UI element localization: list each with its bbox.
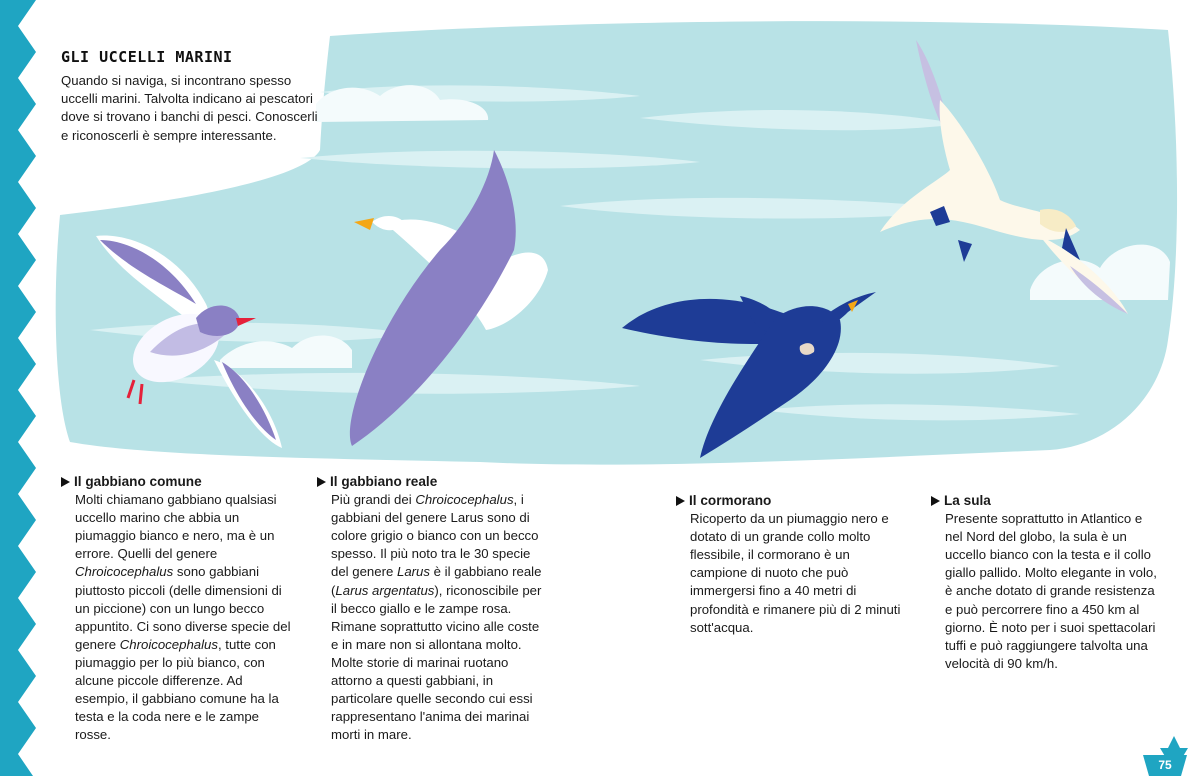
section-cormorant (676, 492, 908, 637)
section-heading: La sula (931, 492, 1163, 510)
section-heading: Il cormorano (676, 492, 908, 510)
section-herring-gull (317, 473, 549, 744)
section-heading: Il gabbiano reale (317, 473, 549, 491)
page-title: GLI UCCELLI MARINI (61, 48, 233, 66)
triangle-bullet-icon (61, 477, 70, 487)
section-body: Molti chiamano gabbiano qualsiasi uccello marino che abbia un piumaggio bianco e nero, ma è un errore. Quelli del genere Chroicocephalus sono gabbiani piuttosto piccoli (delle dimensioni di un piccione) con un lungo becco appuntito. Ci sono diverse specie del genere Chroicocephalus, tutte con piumaggio per lo più bianco, con alcune piccole differenze. Ad esempio, il gabbiano comune ha la testa e la coda nere e le zampe rosse. (75, 492, 291, 743)
page-number-badge (1143, 755, 1187, 776)
section-gannet (931, 492, 1163, 673)
intro-section (61, 48, 319, 145)
section-body: Presente soprattutto in Atlantico e nel Nord del globo, la sula è un uccello bianco con la testa e il collo giallo pallido. Molto elegante in volo, è anche dotato di grande resistenza e può percorrere fino a 450 km al giorno. È noto per i suoi spettacolari tuffi e può raggiungere talvolta una velocità di 90 km/h. (945, 511, 1157, 671)
triangle-bullet-icon (676, 496, 685, 506)
section-body: Ricoperto da un piumaggio nero e dotato di un grande collo molto flessibile, il cormorano è un campione di nuoto che può immergersi fino a 40 metri di profondità e rimanere più di 2 minuti sott'acqua. (690, 511, 901, 635)
section-heading: Il gabbiano comune (61, 473, 293, 491)
section-body: Più grandi dei Chroicocephalus, i gabbiani del genere Larus sono di colore grigio o bianco con un becco spesso. Il più noto tra le 30 specie del genere Larus è il gabbiano reale (Larus argentatus), riconoscibile per il becco giallo e le zampe rosa. Rimane soprattutto vicino alle coste e in mare non si allontana molto. Molte storie di marinai ruotano attorno a questi gabbiani, in particolare quelle secondo cui essi rappresentano l'anima dei marinai morti in mare. (331, 492, 542, 743)
triangle-bullet-icon (317, 477, 326, 487)
page-number: 75 (1158, 758, 1172, 772)
section-common-gull (61, 473, 293, 744)
triangle-bullet-icon (931, 496, 940, 506)
intro-text: Quando si naviga, si incontrano spesso uccelli marini. Talvolta indicano ai pescatori dove si trovano i banchi di pesci. Conoscerli e riconoscerli è sempre interessante. (61, 73, 318, 143)
